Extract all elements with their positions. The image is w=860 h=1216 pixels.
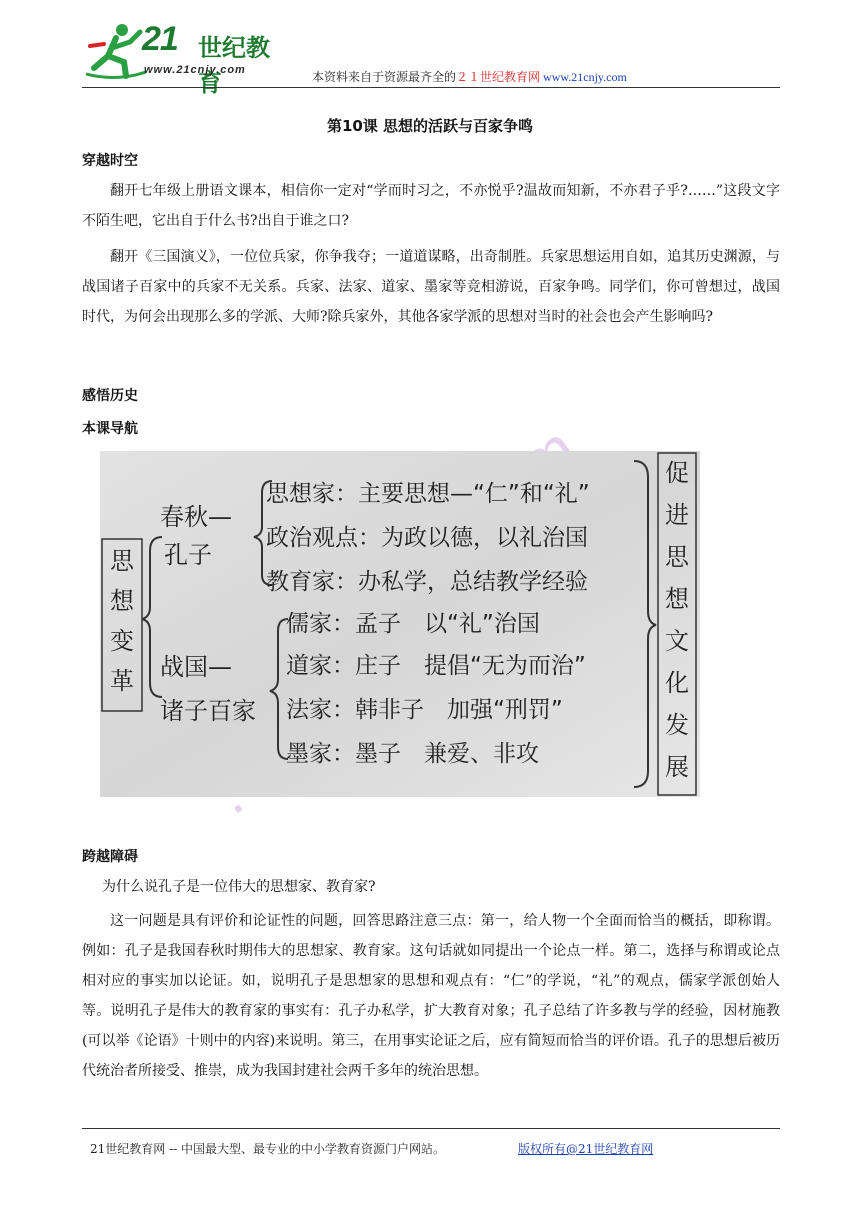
page-title: 第10课 思想的活跃与百家争鸣 xyxy=(326,117,534,135)
paragraph-1: 翻开七年级上册语文课本，相信你一定对“学而时习之，不亦悦乎?温故而知新，不亦君子乎?……”这段文字不陌生吧，它出自于什么书?出自于谁之口? xyxy=(82,183,780,229)
confucius-item-3: 教育家：办私学，总结教学经验 xyxy=(266,569,588,595)
section-heading-3: 本课导航 xyxy=(82,421,138,437)
right-box-char: 文 xyxy=(665,627,689,655)
header-note-site[interactable]: ２１世纪教育网 xyxy=(456,70,541,84)
logo-chinese: 世纪教育 xyxy=(198,34,270,97)
school-item-confucianism: 儒家：孟子 以“礼”治国 xyxy=(286,611,540,637)
school-item-taoism: 道家：庄子 提倡“无为而治” xyxy=(286,653,586,679)
page-header xyxy=(82,18,780,97)
footer-text: 21世纪教育网 -- 中国最大型、最专业的中小学教育资源门户网站。 xyxy=(90,1142,446,1156)
section-heading-4: 跨越障碍 xyxy=(82,849,138,865)
header-note-url[interactable]: www.21cnjy.com xyxy=(543,70,627,84)
left-box-char: 变 xyxy=(110,627,134,655)
header-note xyxy=(312,68,627,85)
footer-divider xyxy=(82,1128,780,1129)
section-heading-2: 感悟历史 xyxy=(82,388,138,404)
right-box-char: 展 xyxy=(665,753,689,781)
logo-url: www.21cnjy.com xyxy=(144,64,246,76)
left-box-char: 思 xyxy=(110,547,134,575)
hundred-schools-label: 诸子百家 xyxy=(160,697,256,725)
left-box-char: 革 xyxy=(110,667,134,695)
header-note-prefix: 本资料来自于资源最齐全的 xyxy=(312,70,457,84)
right-box-char: 思 xyxy=(665,543,689,571)
confucius-label: 孔子 xyxy=(164,541,212,569)
right-box-char: 化 xyxy=(665,669,689,697)
confucius-item-1: 思想家：主要思想—“仁”和“礼” xyxy=(266,481,590,507)
confucius-item-2: 政治观点：为政以德，以礼治国 xyxy=(266,525,588,551)
paragraph-3: 为什么说孔子是一位伟大的思想家、教育家? xyxy=(102,879,376,895)
lesson-navigation-diagram xyxy=(100,451,700,797)
header-divider xyxy=(82,87,780,88)
runner-icon xyxy=(86,22,146,80)
right-box-char: 想 xyxy=(665,585,689,613)
left-box-char: 想 xyxy=(110,587,134,615)
spring-autumn-label: 春秋— xyxy=(160,503,232,531)
school-item-mohism: 墨家：墨子 兼爱、非攻 xyxy=(286,741,539,767)
site-logo xyxy=(82,18,292,97)
copyright-link[interactable]: 版权所有@21世纪教育网 xyxy=(518,1142,654,1156)
right-box-char: 发 xyxy=(665,711,689,739)
school-item-legalism: 法家：韩非子 加强“刑罚” xyxy=(286,697,563,723)
paragraph-2: 翻开《三国演义》，一位位兵家，你争我夺；一道道谋略，出奇制胜。兵家思想运用自如，追其历史渊源，与战国诸子百家中的兵家不无关系。兵家、法家、道家、墨家等竞相游说，百家争鸣。同学们，你可曾想过，战国时代，为何会出现那么多的学派、大师?除兵家外，其他各家学派的思想对当时的社会也会产生影响吗? xyxy=(82,249,780,325)
right-box-char: 进 xyxy=(665,501,689,529)
right-box-char: 促 xyxy=(665,459,689,487)
paragraph-4: 这一问题是具有评价和论证性的问题，回答思路注意三点：第一，给人物一个全面而恰当的概括，即称谓。例如：孔子是我国春秋时期伟大的思想家、教育家。这句话就如同提出一个论点一样。第二，选择与称谓或论点相对应的事实加以论证。如，说明孔子是思想家的思想和观点有：“仁”的学说，“礼”的观点，儒家学派创始人等。说明孔子是伟大的教育家的事实有：孔子办私学，扩大教育对象；孔子总结了许多教与学的经验，因材施教(可以举《论语》十则中的内容)来说明。第三，在用事实论证之后，应有简短而恰当的评价语。孔子的思想后被历代统治者所接受、推崇，成为我国封建社会两千多年的统治思想。 xyxy=(82,913,780,1079)
logo-number: 21 xyxy=(142,20,178,58)
warring-states-label: 战国— xyxy=(160,653,232,681)
section-heading-1: 穿越时空 xyxy=(82,153,138,169)
